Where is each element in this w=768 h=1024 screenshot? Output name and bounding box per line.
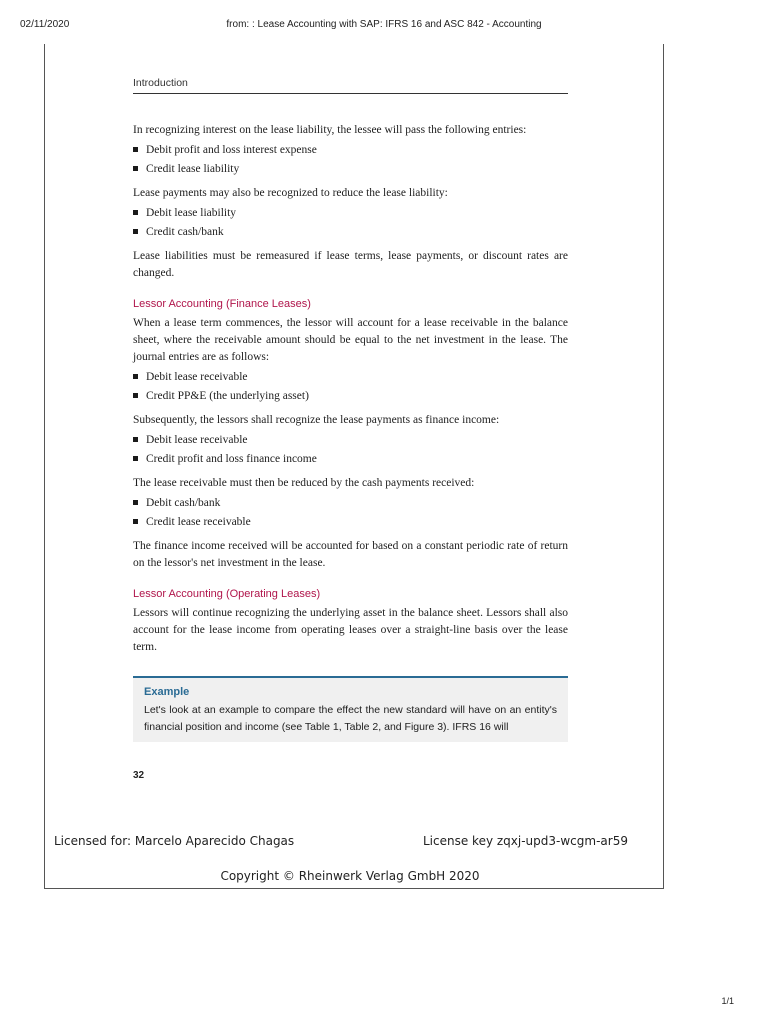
example-title: Example bbox=[144, 686, 190, 698]
bullet-square-icon bbox=[133, 437, 138, 442]
bullet-list bbox=[133, 141, 568, 179]
list-item: Debit lease receivable bbox=[133, 368, 568, 387]
subheading-finance-leases: Lessor Accounting (Finance Leases) bbox=[133, 298, 311, 310]
example-text: Let's look at an example to compare the effect the new standard will have on an entity's financial position and income (see Table 1, Table 2, and Figure 3). IFRS 16 will bbox=[144, 704, 557, 733]
bullet-list bbox=[133, 368, 568, 406]
section-header: Introduction bbox=[133, 77, 568, 94]
bullet-square-icon bbox=[133, 393, 138, 398]
list-item: Debit profit and loss interest expense bbox=[133, 141, 568, 160]
paragraph: The finance income received will be accounted for based on a constant periodic rate of return on the lessor's net investment in the lease. bbox=[133, 540, 568, 569]
bullet-square-icon bbox=[133, 500, 138, 505]
bullet-square-icon bbox=[133, 210, 138, 215]
paragraph: Subsequently, the lessors shall recognize the lease payments as finance income: bbox=[133, 414, 500, 426]
bullet-square-icon bbox=[133, 166, 138, 171]
list-item: Credit cash/bank bbox=[133, 223, 568, 242]
list-item: Credit PP&E (the underlying asset) bbox=[133, 387, 568, 406]
list-item: Debit cash/bank bbox=[133, 494, 568, 513]
list-item: Credit profit and loss finance income bbox=[133, 450, 568, 469]
license-key: License key zqxj-upd3-wcgm-ar59 bbox=[423, 834, 628, 848]
paragraph: The lease receivable must then be reduced by the cash payments received: bbox=[133, 477, 475, 489]
paragraph: Lease payments may also be recognized to reduce the lease liability: bbox=[133, 187, 448, 199]
list-item: Credit lease liability bbox=[133, 160, 568, 179]
bullet-square-icon bbox=[133, 229, 138, 234]
paragraph: When a lease term commences, the lessor will account for a lease receivable in the balance sheet, where the receivable amount should be equal to the net investment in the lease. The journal entries are as follows: bbox=[133, 317, 568, 363]
paragraph: In recognizing interest on the lease liability, the lessee will pass the following entries: bbox=[133, 124, 527, 136]
bullet-square-icon bbox=[133, 147, 138, 152]
bullet-list bbox=[133, 431, 568, 469]
license-holder: Licensed for: Marcelo Aparecido Chagas bbox=[54, 834, 295, 848]
list-item: Debit lease liability bbox=[133, 204, 568, 223]
copyright-notice: Copyright © Rheinwerk Verlag GmbH 2020 bbox=[220, 869, 480, 883]
page-content bbox=[133, 122, 568, 656]
bullet-list bbox=[133, 204, 568, 242]
example-box bbox=[133, 676, 568, 742]
subheading-operating-leases: Lessor Accounting (Operating Leases) bbox=[133, 588, 321, 600]
print-date: 02/11/2020 bbox=[20, 19, 70, 30]
paragraph: Lease liabilities must be remeasured if lease terms, lease payments, or discount rates are changed. bbox=[133, 250, 568, 279]
bullet-square-icon bbox=[133, 519, 138, 524]
print-page-count: 1/1 bbox=[721, 996, 734, 1006]
bullet-square-icon bbox=[133, 374, 138, 379]
bullet-square-icon bbox=[133, 456, 138, 461]
bullet-list bbox=[133, 494, 568, 532]
list-item: Debit lease receivable bbox=[133, 431, 568, 450]
print-title: from: : Lease Accounting with SAP: IFRS 16 and ASC 842 - Accounting bbox=[226, 19, 542, 30]
print-header bbox=[0, 0, 768, 34]
page-number: 32 bbox=[133, 770, 145, 781]
paragraph: Lessors will continue recognizing the underlying asset in the balance sheet. Lessors shall also account for the lease income from operating leases over a straight-line basis over the lease term. bbox=[133, 607, 568, 653]
list-item: Credit lease receivable bbox=[133, 513, 568, 532]
